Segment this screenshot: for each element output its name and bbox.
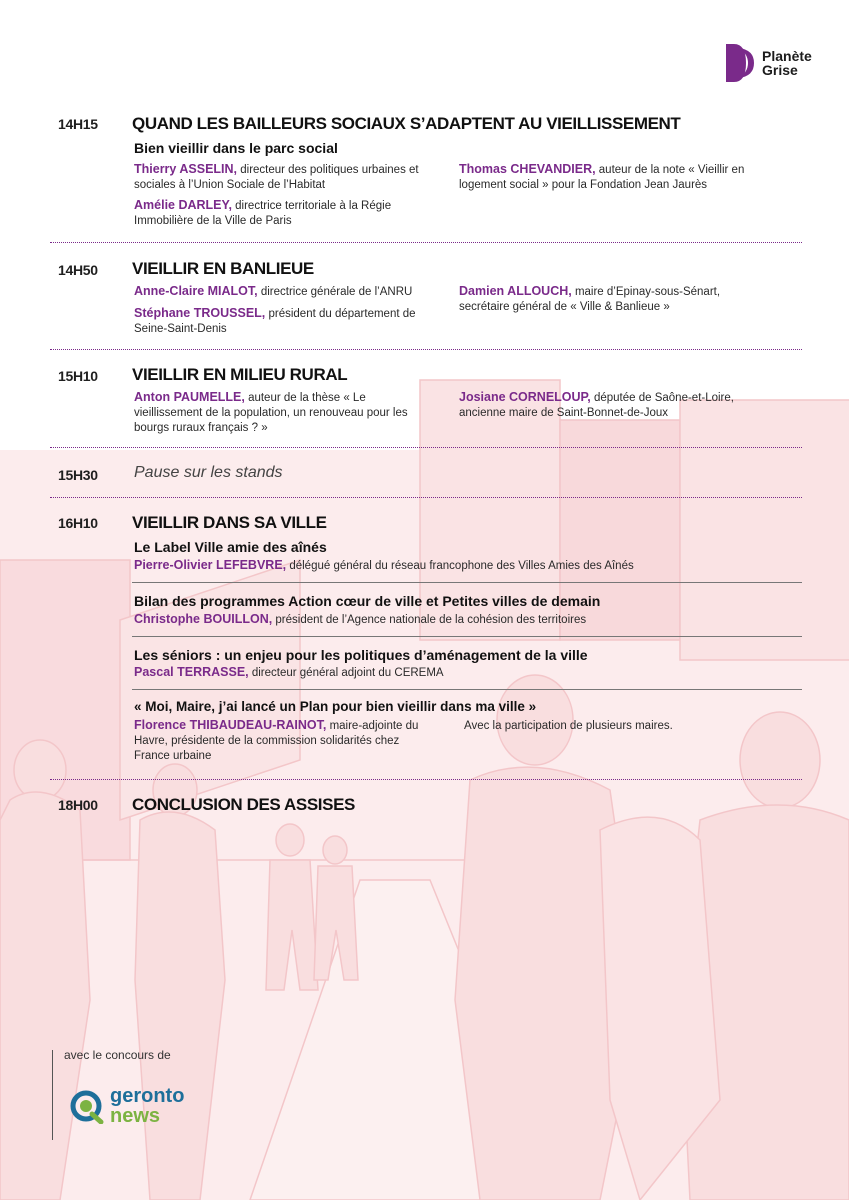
speaker-role: auteur de la thèse « Le vieillissement de la population, un renouveau pour les bourgs ruraux français ? » (134, 392, 408, 434)
sponsor-rule (52, 1050, 53, 1140)
speaker-name: Amélie DARLEY, (134, 198, 232, 212)
part-subtitle: Le Label Ville amie des aînés (134, 539, 327, 555)
pause-title: Pause sur les stands (134, 464, 283, 481)
section-divider (50, 242, 802, 243)
speaker-role: auteur de la note « Vieillir en logement social » pour la Fondation Jean Jaurès (459, 164, 745, 191)
speaker-role: directrice territoriale à la Régie Immobilière de la Ville de Paris (134, 200, 392, 227)
speaker-name: Anne-Claire MIALOT, (134, 284, 258, 298)
speaker-role: directeur des politiques urbaines et sociales à l’Union Sociale de l’Habitat (134, 164, 419, 191)
brand-name (762, 49, 812, 77)
sponsor-name (110, 1086, 184, 1126)
section-divider (50, 779, 802, 780)
part-subtitle: « Moi, Maire, j’ai lancé un Plan pour bien vieillir dans ma ville » (134, 699, 537, 714)
part-divider (132, 636, 802, 637)
part-divider (132, 689, 802, 690)
speaker (459, 390, 759, 421)
part-subtitle: Les séniors : un enjeu pour les politiques d’aménagement de la ville (134, 647, 588, 663)
session-time: 15H30 (58, 467, 98, 483)
speaker-name: Thomas CHEVANDIER, (459, 162, 596, 176)
sponsor-label: avec le concours de (64, 1048, 171, 1062)
session-title: VIEILLIR EN BANLIEUE (132, 259, 314, 278)
speaker (134, 665, 794, 681)
speaker-role: président de l’Agence nationale de la cohésion des territoires (272, 614, 587, 626)
speaker-name: Anton PAUMELLE, (134, 390, 245, 404)
brand-logo (726, 44, 826, 84)
session-title: VIEILLIR DANS SA VILLE (132, 513, 327, 532)
brand-line-1: Planète (762, 48, 812, 64)
speaker-name: Christophe BOUILLON, (134, 612, 273, 626)
session-subtitle: Bien vieillir dans le parc social (134, 140, 338, 156)
sponsor-logo (70, 1086, 210, 1130)
speaker (134, 162, 434, 193)
speaker (134, 558, 794, 574)
section-divider (50, 497, 802, 498)
speaker-role: députée de Saône-et-Loire, ancienne maire de Saint-Bonnet-de-Joux (459, 392, 734, 419)
speaker-name: Pascal TERRASSE, (134, 665, 249, 679)
part-subtitle: Bilan des programmes Action cœur de ville et Petites villes de demain (134, 593, 601, 609)
speaker (134, 390, 434, 436)
speaker-name: Thierry ASSELIN, (134, 162, 238, 176)
session-time: 16H10 (58, 515, 98, 531)
speaker-role: maire-adjointe du Havre, présidente de la commission solidarités chez France urbaine (134, 720, 419, 762)
speaker-name: Josiane CORNELOUP, (459, 390, 591, 404)
brand-line-2: Grise (762, 62, 798, 78)
session-time: 14H15 (58, 116, 98, 132)
speaker-role: maire d’Epinay-sous-Sénart, secrétaire général de « Ville & Banlieue » (459, 286, 721, 313)
sponsor-line-2: news (110, 1105, 161, 1127)
speaker-role: président du département de Seine-Saint-Denis (134, 308, 416, 335)
session-title: QUAND LES BAILLEURS SOCIAUX S’ADAPTENT AU VIEILLISSEMENT (132, 114, 681, 133)
speaker (134, 612, 794, 628)
session-time: 15H10 (58, 368, 98, 384)
speaker-name: Florence THIBAUDEAU-RAINOT, (134, 718, 327, 732)
brand-mark-icon (726, 44, 756, 82)
speaker (134, 306, 434, 337)
speaker-role: directeur général adjoint du CEREMA (248, 667, 444, 679)
speaker-role: directrice générale de l’ANRU (257, 286, 413, 298)
session-title: VIEILLIR EN MILIEU RURAL (132, 365, 348, 384)
speaker-name: Damien ALLOUCH, (459, 284, 572, 298)
section-divider (50, 349, 802, 350)
part-divider (132, 582, 802, 583)
session-title: CONCLUSION DES ASSISES (132, 795, 355, 814)
speaker (459, 162, 759, 193)
speaker (134, 718, 434, 764)
speaker (134, 284, 434, 300)
speaker-name: Stéphane TROUSSEL, (134, 306, 266, 320)
session-time: 18H00 (58, 797, 98, 813)
sponsor-mark-icon (70, 1090, 104, 1124)
participation-note: Avec la participation de plusieurs maires. (464, 720, 673, 732)
sponsor-line-1: geronto (110, 1085, 185, 1107)
section-divider (50, 447, 802, 448)
speaker-role: délégué général du réseau francophone des Villes Amies des Aînés (286, 560, 634, 572)
speaker (459, 284, 759, 315)
session-time: 14H50 (58, 262, 98, 278)
speaker-name: Pierre-Olivier LEFEBVRE, (134, 558, 287, 572)
speaker (134, 198, 434, 229)
